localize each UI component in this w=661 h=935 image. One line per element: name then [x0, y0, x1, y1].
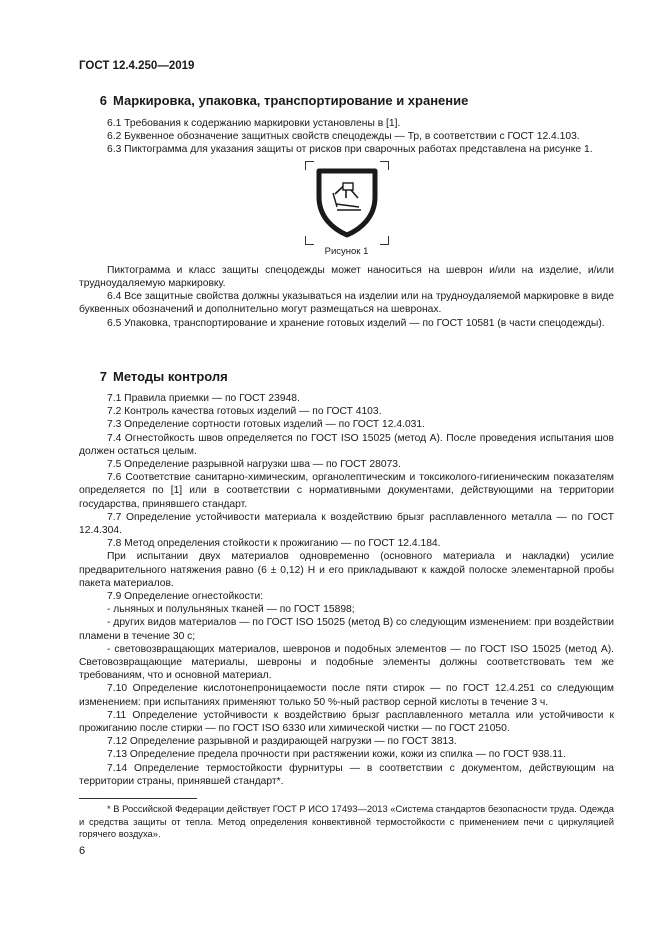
section-7-heading [79, 369, 614, 384]
footnote-separator [79, 798, 197, 799]
paragraph-7-8-note: При испытании двух материалов одновременно (основного материала и накладки) усилие предварительного натяжения равно (6 ± 0,12) Н и его прикладывают к каждой полоске элементарной пробы пакета материалов. [79, 551, 614, 589]
section-6-heading [79, 93, 614, 108]
paragraph-7-12: 7.12 Определение разрывной и раздирающей нагрузки — по ГОСТ 3813. [107, 736, 457, 748]
paragraph-pictogram: Пиктограмма и класс защиты спецодежды может наноситься на шеврон и/или на изделие, и/или трудноудаляемую маркировку. [79, 264, 614, 290]
paragraph-7-10: 7.10 Определение кислотонепроницаемости после пяти стирок — по ГОСТ 12.4.251 со следующим изменением: при испытаниях применяют только 50 %-ный раствор серной кислоты в течение 3 ч. [79, 683, 614, 708]
paragraph-6-5: 6.5 Упаковка, транспортирование и хранение готовых изделий — по ГОСТ 10581 (в части спецодежды). [107, 317, 605, 329]
section-7-body [79, 392, 614, 788]
section-6-number: 6 [99, 93, 107, 108]
welding-protection-shield-icon [315, 167, 379, 239]
section-6-body [79, 117, 614, 330]
paragraph-7-9: 7.9 Определение огнестойкости: [107, 591, 264, 603]
paragraph-7-13: 7.13 Определение предела прочности при растяжении кожи, кожи из спилка — по ГОСТ 938.11. [107, 749, 566, 761]
paragraph-7-3: 7.3 Определение сортности готовых изделий — по ГОСТ 12.4.031. [107, 419, 426, 431]
list-item-linen: - льняных и полульняных тканей — по ГОСТ 15898; [107, 604, 355, 616]
figure-frame [305, 161, 389, 245]
paragraph-6-2: 6.2 Буквенное обозначение защитных свойств спецодежды — Тр, в соответствии с ГОСТ 12.4.103. [107, 131, 580, 143]
paragraph-6-4: 6.4 Все защитные свойства должны указываться на изделии или на трудноудаляемой маркировке в виде буквенных обозначений и дополнительно могут размещаться на шевронах. [79, 291, 614, 316]
section-7-number: 7 [99, 369, 107, 384]
footnote: * В Российской Федерации действует ГОСТ Р ИСО 17493—2013 «Система стандартов безопасности труда. Одежда и средства защиты от тепла. Метод определения конвективной термостойкости с применением печи с циркуляцией горячего воздуха». [79, 803, 614, 840]
figure-1 [79, 161, 614, 258]
paragraph-6-3: 6.3 Пиктограмма для указания защиты от рисков при сварочных работах представлена на рисунке 1. [107, 144, 593, 156]
paragraph-6-1: 6.1 Требования к содержанию маркировки установлены в [1]. [107, 118, 401, 129]
paragraph-7-2: 7.2 Контроль качества готовых изделий — по ГОСТ 4103. [107, 406, 382, 418]
paragraph-7-8: 7.8 Метод определения стойкости к прожиганию — по ГОСТ 12.4.184. [107, 538, 441, 550]
list-item-retroreflective: - световозвращающих материалов, шевронов и подобных элементов — по ГОСТ ISO 15025 (метод А). Световозвращающие материалы, шевроны и подобные элементы должны соответствовать тем же требованиям, что и основной материал. [79, 643, 614, 682]
paragraph-7-1: 7.1 Правила приемки — по ГОСТ 23948. [107, 393, 300, 404]
paragraph-7-14: 7.14 Определение термостойкости фурнитуры — в соответствии с документом, действующим на территории страны, принявшей стандарт*. [79, 762, 614, 787]
paragraph-7-11: 7.11 Определение устойчивости к воздействию брызг расплавленного металла или устойчивости к прожиганию после стирки — по ГОСТ ISO 6330 или химической чистки — по ГОСТ 21050. [79, 709, 614, 735]
paragraph-7-4: 7.4 Огнестойкость швов определяется по ГОСТ ISO 15025 (метод А). После проведения испытания шов должен остаться целым. [79, 432, 614, 457]
section-7-title: Методы контроля [113, 369, 228, 384]
section-6-title: Маркировка, упаковка, транспортирование и хранение [113, 93, 469, 108]
paragraph-7-6: 7.6 Соответствие санитарно-химическим, органолептическим и токсиколого-гигиеническим показателям определяется по [1] или в соответствии с нормативными документами, действующими на территории государства, принявшего стандарт. [79, 472, 614, 510]
paragraph-7-7: 7.7 Определение устойчивости материала к воздействию брызг расплавленного металла — по ГОСТ 12.4.304. [79, 511, 614, 537]
paragraph-7-5: 7.5 Определение разрывной нагрузки шва — по ГОСТ 28073. [107, 459, 401, 471]
document-header: ГОСТ 12.4.250—2019 [79, 60, 195, 72]
figure-1-caption: Рисунок 1 [324, 245, 369, 257]
page-number: 6 [79, 845, 86, 857]
list-item-other-materials: - других видов материалов — по ГОСТ ISO 15025 (метод В) со следующим изменением: при воздействии пламени в течение 30 с; [79, 617, 614, 642]
